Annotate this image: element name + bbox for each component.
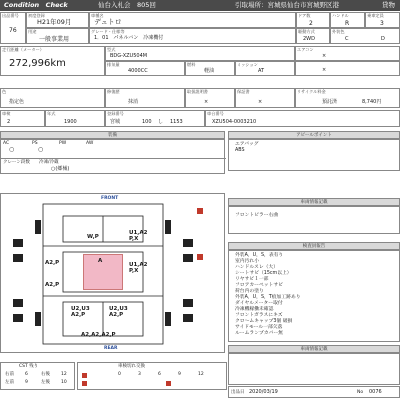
aircon-label: エアコン bbox=[297, 47, 314, 52]
displacement: 4000CC bbox=[128, 68, 148, 74]
damage-rear-left: U2,U3 A2,P bbox=[71, 306, 90, 318]
vehicle-note-0: フロントピラー右曲 bbox=[235, 213, 279, 218]
mission: AT bbox=[258, 68, 265, 74]
inspector-note-6: 荷台内の塗り bbox=[235, 289, 264, 294]
tire-panel bbox=[77, 362, 227, 390]
plate-label: 登録番号 bbox=[107, 111, 124, 116]
inspector-note-13: ルームランプカバー無 bbox=[235, 331, 283, 336]
date: 2020/03/19 bbox=[249, 389, 278, 395]
freezer-value: ○(郷械) bbox=[51, 166, 70, 172]
damage-front-right: U1,A2 P,X bbox=[129, 230, 148, 242]
model-cell bbox=[105, 46, 295, 61]
damage-zone-center bbox=[83, 254, 123, 290]
exhibit-number-label: 出品番号 bbox=[2, 13, 19, 18]
mileage: 272,996km bbox=[9, 58, 66, 69]
equip-aw-label: AW bbox=[86, 141, 94, 146]
inspector-note-12: サイドモール一部欠落 bbox=[235, 325, 283, 330]
tire-legend-9: 9 bbox=[178, 372, 181, 377]
appeal-title: アピールポイント bbox=[228, 131, 400, 139]
front-label: FRONT bbox=[101, 196, 119, 201]
use-label: 用途 bbox=[28, 29, 37, 34]
vehicle-notes-title: 車両情報記載 bbox=[228, 198, 400, 206]
inspector-title: 検査員報告 bbox=[228, 242, 400, 250]
damage-left-front: A2,P bbox=[45, 260, 60, 266]
auction-name: 仙台入札会 805回 bbox=[98, 1, 156, 9]
car-name-label: 車種名 bbox=[91, 13, 104, 18]
doors: 2 bbox=[309, 20, 313, 27]
freezer-label: 冷凍/冷蔵 bbox=[39, 160, 59, 165]
equip-pw-label: PW bbox=[59, 141, 67, 146]
sheet-title: Condition Check bbox=[4, 1, 68, 9]
fuel-cell bbox=[185, 61, 235, 76]
equip-ps-mark: ○ bbox=[38, 146, 44, 153]
tire-panel-title: 車検切れ交換 bbox=[118, 364, 145, 369]
damage-left-rear: A2,P bbox=[45, 282, 60, 288]
displacement-label: 排気量 bbox=[107, 62, 120, 67]
doors-label: ドア数 bbox=[298, 13, 311, 18]
tire-size-rf: 6 bbox=[25, 372, 28, 377]
car-name: デュトロ bbox=[94, 18, 122, 26]
rental-badge: 貸物 bbox=[382, 1, 395, 9]
tire-label-lf: 左前 bbox=[5, 380, 14, 385]
repair: 抹消 bbox=[128, 99, 139, 105]
date-label: 出品日 bbox=[231, 390, 245, 395]
tire-legend-12: 12 bbox=[198, 372, 204, 377]
model-label: 型式 bbox=[107, 47, 116, 52]
inspector-note-5: フロアカーペットサビ bbox=[235, 283, 283, 288]
equip-ac-label: AC bbox=[3, 141, 10, 146]
tire-mark-2 bbox=[82, 381, 87, 386]
tire-mark-3 bbox=[166, 381, 171, 386]
damage-rear-right: U2,U3 A2,P bbox=[109, 306, 128, 318]
drive: 2WD bbox=[303, 36, 315, 42]
color-spec: 指定色 bbox=[9, 99, 25, 105]
inspector-note-4: リヤサビ１一部 bbox=[235, 277, 269, 282]
inspector-note-0: 外装A，U，S，表有り bbox=[235, 253, 284, 258]
seats-label: 乗車定員 bbox=[367, 13, 384, 18]
inspection-label: 車検 bbox=[2, 111, 11, 116]
handle-label: ハンドル bbox=[332, 13, 349, 18]
recycle-label: リサイクル料金 bbox=[297, 89, 326, 94]
color-spec-label: 色 bbox=[2, 89, 7, 94]
exterior-color-cell bbox=[330, 28, 400, 44]
drive-label: 駆動方式 bbox=[298, 29, 315, 34]
recycle-status: 預託済 bbox=[322, 99, 338, 105]
appeal-item-abs: ABS bbox=[235, 148, 245, 153]
tread-title: CST 残り bbox=[19, 364, 39, 369]
inspector-note-8: ダイヤルメーター取付 bbox=[235, 301, 283, 306]
displacement-cell bbox=[105, 61, 185, 76]
aircon-cell bbox=[295, 46, 400, 61]
tire-legend-6: 6 bbox=[158, 372, 161, 377]
handle: R bbox=[345, 20, 350, 27]
damage-front-center: W,P bbox=[87, 234, 99, 240]
inspector-note-2: ハンドルスレ（大） bbox=[235, 265, 279, 270]
first-registration-label: 初度登録 bbox=[28, 13, 45, 18]
manual-label: 取扱説明書 bbox=[187, 89, 208, 94]
use-cell bbox=[26, 28, 89, 44]
drive-cell bbox=[296, 28, 330, 44]
tire-size-lf: 9 bbox=[25, 380, 28, 385]
footer bbox=[228, 386, 400, 398]
mission-label: ミッション bbox=[237, 62, 258, 67]
model: BDG-XZU504M bbox=[110, 53, 148, 59]
tread-panel bbox=[0, 362, 75, 390]
mission-cell bbox=[235, 61, 295, 76]
inspection-cell bbox=[0, 110, 45, 127]
tire-legend-3: 3 bbox=[138, 372, 141, 377]
warranty-cell bbox=[235, 88, 295, 108]
grade-cell bbox=[89, 28, 296, 44]
legend-red-mark bbox=[197, 208, 203, 214]
frame-number: XZU504-0003210 bbox=[212, 119, 257, 125]
inspector-note-1: 室内汚れ小 bbox=[235, 259, 259, 264]
inspector-note-9: 冷凍機稼働未確認 bbox=[235, 307, 274, 312]
first-registration: H21年09月 bbox=[37, 18, 72, 26]
manual: × bbox=[204, 99, 209, 105]
exterior-color-label: 外装色 bbox=[332, 29, 345, 34]
doors-cell bbox=[296, 12, 330, 28]
recycle-fee: 8,740円 bbox=[362, 99, 382, 105]
fuel-label: 燃料 bbox=[187, 62, 196, 67]
equipment-title: 装備 bbox=[0, 131, 225, 139]
inspector-note-10: フロントガラスにキズ bbox=[235, 313, 283, 318]
inspector-note-3: シートサビ（15cm以上） bbox=[235, 271, 292, 276]
handle-cell bbox=[330, 12, 365, 28]
exterior-color: C bbox=[345, 36, 349, 42]
fuel: 軽油 bbox=[204, 68, 215, 74]
buyer-notes-panel bbox=[228, 353, 400, 385]
header-bar bbox=[0, 0, 400, 11]
cooler: × bbox=[322, 67, 327, 73]
use: 一般事業用 bbox=[39, 36, 70, 43]
seats: 3 bbox=[380, 20, 384, 27]
mileage-label: 走行距離（メーター） bbox=[2, 47, 44, 52]
appeal-item-airbag: エアバッグ bbox=[235, 142, 259, 147]
tire-label-rf: 右前 bbox=[5, 372, 14, 377]
legend-red-mark-2 bbox=[197, 254, 203, 260]
rear-label: REAR bbox=[104, 346, 118, 351]
cooler-cell bbox=[295, 61, 400, 76]
grade-label: グレード・仕様等 bbox=[91, 29, 125, 34]
buyer-notes-title: 車両情報記載 bbox=[228, 345, 400, 353]
warranty: × bbox=[258, 99, 263, 105]
tire-size-lr: 10 bbox=[61, 380, 67, 385]
plate-class: 100 bbox=[142, 119, 152, 125]
id-label: No bbox=[357, 390, 364, 395]
mileage-cell bbox=[0, 46, 105, 76]
vehicle-notes-panel bbox=[228, 206, 400, 234]
sheet-id: 0076 bbox=[369, 389, 382, 395]
exterior-color-2: D bbox=[381, 36, 385, 42]
damage-center: A bbox=[98, 258, 103, 264]
tire-label-lr: 左後 bbox=[41, 380, 50, 385]
grade: 1．01 パネルバン 冷凍機付 bbox=[94, 35, 164, 41]
damage-right-front: U1,A2 P,X bbox=[129, 262, 148, 274]
manual-cell bbox=[185, 88, 235, 108]
plate-cell bbox=[105, 110, 205, 127]
plate-number: 1153 bbox=[170, 119, 183, 125]
damage-diagram bbox=[0, 193, 225, 353]
equipment-panel bbox=[0, 139, 225, 174]
car-name-cell bbox=[89, 12, 296, 28]
aircon: × bbox=[322, 53, 327, 59]
recycle-cell bbox=[295, 88, 400, 108]
inspector-note-7: 外装A，U，S，T痕加工跡あり bbox=[235, 295, 301, 300]
equip-ac-mark: ○ bbox=[9, 146, 15, 153]
plate-kana: し bbox=[158, 119, 164, 125]
inspector-panel bbox=[228, 250, 400, 342]
repair-cell bbox=[105, 88, 185, 108]
frame-label: 車台番号 bbox=[207, 111, 224, 116]
tire-label-rr: 右後 bbox=[41, 372, 50, 377]
tire-mark-1 bbox=[82, 373, 87, 378]
seats-cell bbox=[365, 12, 400, 28]
appeal-panel bbox=[228, 139, 400, 171]
color-spec-cell bbox=[0, 88, 105, 108]
year-label: 年式 bbox=[47, 111, 56, 116]
plate-area: 宮城 bbox=[110, 119, 121, 125]
pickup-location: 引取場所：宮城県仙台市宮城野区港 bbox=[235, 1, 339, 9]
equip-ps-label: PS bbox=[32, 141, 38, 146]
tire-legend-0: 0 bbox=[118, 372, 121, 377]
inspection: 2 bbox=[7, 119, 11, 125]
tire-size-rr: 12 bbox=[61, 372, 67, 377]
warranty-label: 保証書 bbox=[237, 89, 250, 94]
damage-rear: A2,A2,A2,P bbox=[81, 332, 116, 338]
repair-label: 修復歴 bbox=[107, 89, 120, 94]
exhibit-number: 76 bbox=[9, 27, 17, 34]
exhibit-number-cell bbox=[0, 12, 26, 44]
crane-label: クレーン段数 bbox=[3, 160, 30, 165]
year: 1900 bbox=[64, 119, 77, 125]
year-cell bbox=[45, 110, 105, 127]
frame-cell bbox=[205, 110, 400, 127]
inspector-note-11: クロ〜ムキャップ3個 破損 bbox=[235, 319, 293, 324]
first-registration-cell bbox=[26, 12, 89, 28]
